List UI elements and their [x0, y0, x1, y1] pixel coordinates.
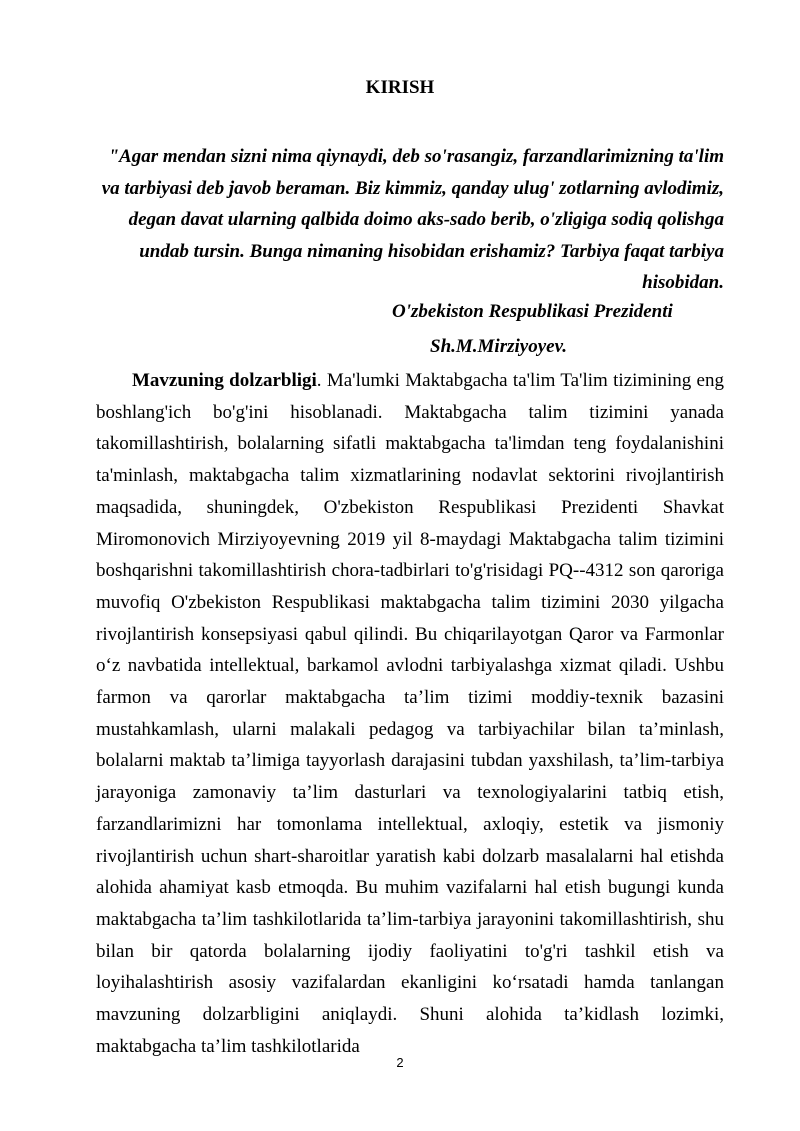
epigraph-quote: "Agar mendan sizni nima qiynaydi, deb so'rasangiz, farzandlarimizning ta'lim va tarbiyasi deb javob beraman. Biz kimmiz, qanday ulug' zotlarning avlodimiz, degan davat ularning qalbida doimo aks-sado berib, o'zligiga sodiq qolishga undab tursin. Bunga nimaning hisobidan erishamiz? Tarbiya faqat tarbiya hisobidan.	[101, 146, 724, 293]
epigraph-author-title: O'zbekiston Respublikasi Prezidenti	[392, 301, 673, 322]
paragraph-text: . Ma'lumki Maktabgacha ta'lim Ta'lim tizimining eng boshlang'ich bo'g'ini hisoblanadi. Maktabgacha talim tizimini yanada takomillashtirish, bolalarning sifatli maktabgacha ta'limdan teng foydalanishini ta'minlash, maktabgacha talim xizmatlarining nodavlat sektorini rivojlantirish maqsadida, shuningdek, O'zbekiston Respublikasi Prezidenti Shavkat Miromonovich Mirziyoyevning 2019 yil 8-maydagi Maktabgacha talim tizimini boshqarishni takomillashtirish chora-tadbirlari to'g'risidagi PQ--4312 son qaroriga muvofiq O'zbekiston Respublikasi maktabgacha talim tizimini 2030 yilgacha rivojlantirish konsepsiyasi qabul qilindi. Bu chiqarilayotgan Qaror va Farmonlar o‘z navbatida intellektual, barkamol avlodni tarbiyalashga xizmat qiladi. Ushbu farmon va qarorlar maktabgacha ta’lim tizimi moddiy-texnik bazasini mustahkamlash, ularni malakali pedagog va tarbiyachilar bilan ta’minlash, bolalarni maktab ta’limiga tayyorlash darajasini tubdan yaxshilash, ta’lim-tarbiya jarayoniga zamonaviy ta’lim dasturlari va texnologiyalarini tatbiq etish, farzandlarimizni har tomonlama intellektual, axloqiy, estetik va jismoniy rivojlantirish uchun shart-sharoitlar yaratish kabi dolzarb masalalarni hal etishda alohida ahamiyat kasb etmoqda. Bu muhim vazifalarni hal etish bugungi kunda maktabgacha ta’lim tashkilotlarida ta’lim-tarbiya jarayonini takomillashtirish, shu bilan bir qatorda bolalarning ijodiy faoliyatini to'g'ri tashkil etish va loyihalashtirish asosiy vazifalardan ekanligini ko‘rsatadi hamda tanlangan mavzuning dolzarbligini aniqlaydi. Shuni alohida ta’kidlash lozimki, maktabgacha ta’lim tashkilotlarida	[96, 370, 724, 1057]
section-lead: Mavzuning dolzarbligi	[132, 370, 317, 391]
epigraph-author-name: Sh.M.Mirziyoyev.	[430, 336, 568, 357]
page-number: 2	[396, 1055, 404, 1070]
page-title: KIRISH	[365, 77, 435, 98]
body-paragraph	[96, 365, 724, 1062]
